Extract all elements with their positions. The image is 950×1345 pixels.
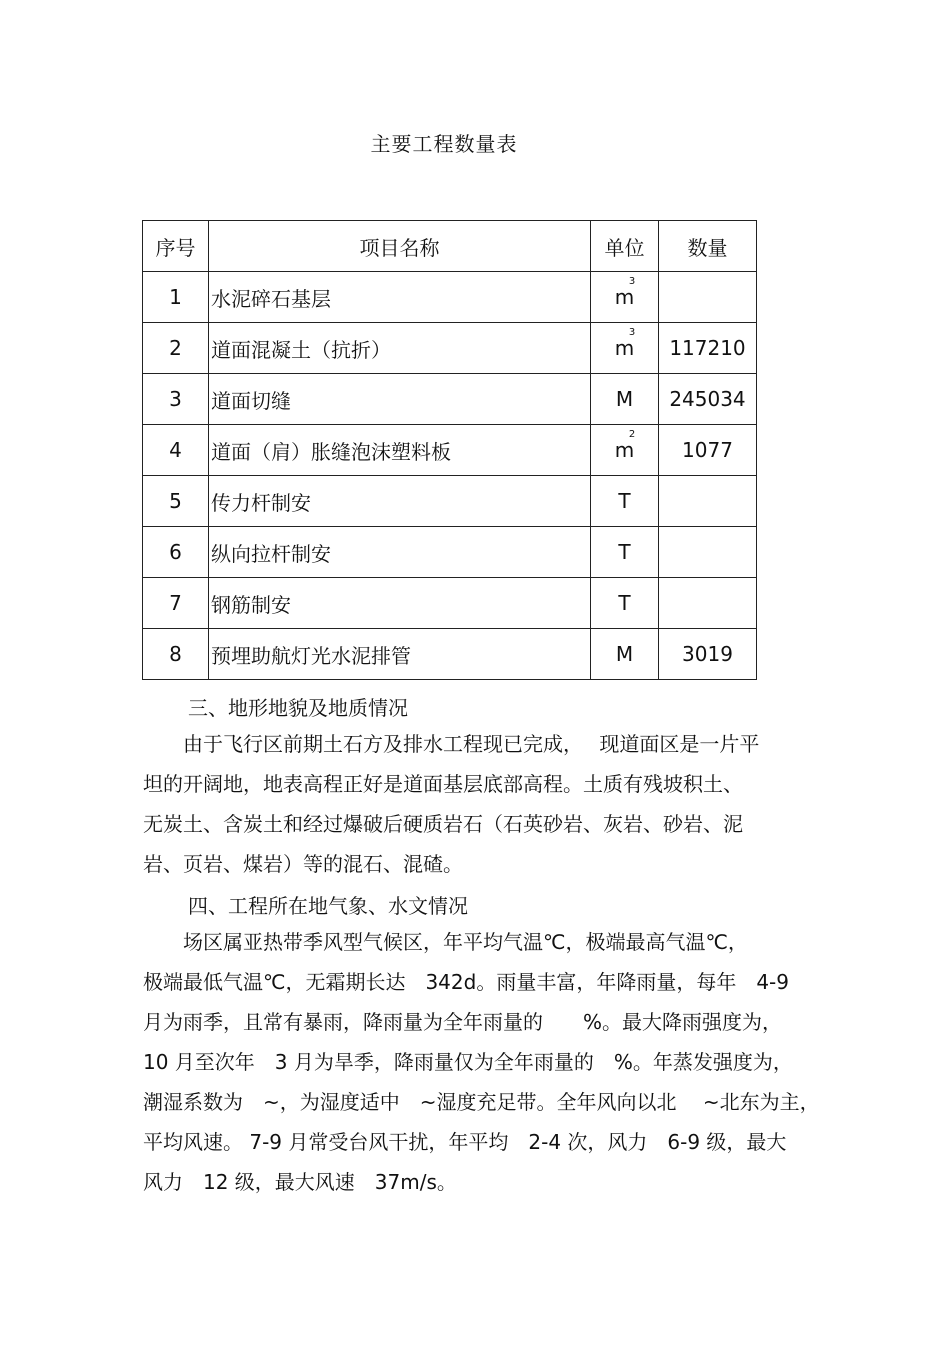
cell-unit [591,629,659,680]
cell-unit [591,425,659,476]
paragraph-line: 由于飞行区前期土石方及排水工程现已完成， 现道面区是一片平 [143,732,760,756]
cell-qty [659,527,757,578]
unit-text: m [614,336,635,360]
paragraph-line: 月为雨季，且常有暴雨，降雨量为全年雨量的 %。最大降雨强度为， [143,1010,783,1034]
unit-text: m [614,285,635,309]
cell-unit [591,476,659,527]
cell-qty [659,272,757,323]
paragraph-line: 平均风速。 7-9 月常受台风干扰，年平均 2-4 次，风力 6-9 级，最大 [143,1130,787,1154]
table-row [143,425,757,476]
cell-unit [591,323,659,374]
cell-name: 道面切缝 [209,374,591,425]
unit-text: m [614,438,635,462]
unit-text: T [618,540,631,564]
unit-text: T [618,591,631,615]
cell-unit [591,374,659,425]
cell-no: 7 [143,578,209,629]
quantity-table [142,220,757,680]
cell-name: 传力杆制安 [209,476,591,527]
paragraph-line: 无炭土、含炭土和经过爆破后硬质岩石（石英砂岩、灰岩、砂岩、泥 [143,812,743,836]
paragraph-line: 岩、页岩、煤岩）等的混石、混碴。 [143,852,463,876]
unit-text: T [618,489,631,513]
cell-qty: 3019 [659,629,757,680]
paragraph-line: 潮湿系数为 ~，为湿度适中 ~湿度充足带。全年风向以北 ~北东为主， [143,1090,820,1114]
table-row [143,272,757,323]
unit-sup: 3 [628,327,636,338]
cell-name: 水泥碎石基层 [209,272,591,323]
unit-text: M [615,387,634,411]
table-row [143,578,757,629]
cell-no: 8 [143,629,209,680]
table-row [143,374,757,425]
section4-heading: 四、工程所在地气象、水文情况 [188,894,468,918]
table-header-row [143,221,757,272]
header-no: 序号 [143,221,209,272]
cell-qty: 1077 [659,425,757,476]
paragraph-line: 风力 12 级，最大风速 37m/s。 [143,1170,457,1194]
unit-sup: 2 [628,429,636,440]
cell-no: 5 [143,476,209,527]
cell-qty [659,578,757,629]
cell-unit [591,578,659,629]
cell-name: 预埋助航灯光水泥排管 [209,629,591,680]
cell-unit [591,272,659,323]
table-row [143,323,757,374]
cell-name: 纵向拉杆制安 [209,527,591,578]
paragraph-line: 10 月至次年 3 月为旱季，降雨量仅为全年雨量的 %。年蒸发强度为， [143,1050,793,1074]
unit-sup: 3 [628,276,636,287]
cell-no: 3 [143,374,209,425]
section3-paragraph [143,724,813,884]
paragraph-line: 坦的开阔地，地表高程正好是道面基层底部高程。土质有残坡积土、 [143,772,743,796]
section3-heading: 三、地形地貌及地质情况 [188,696,408,720]
cell-qty [659,476,757,527]
table-row [143,629,757,680]
cell-name: 钢筋制安 [209,578,591,629]
paragraph-line: 场区属亚热带季风型气候区，年平均气温℃，极端最高气温℃， [143,930,748,954]
cell-name: 道面混凝土（抗折） [209,323,591,374]
cell-qty: 245034 [659,374,757,425]
table-row [143,476,757,527]
cell-no: 2 [143,323,209,374]
section4-paragraph [143,922,820,1202]
table-row [143,527,757,578]
cell-unit [591,527,659,578]
header-unit: 单位 [591,221,659,272]
header-name: 项目名称 [209,221,591,272]
cell-no: 1 [143,272,209,323]
cell-no: 4 [143,425,209,476]
paragraph-line: 极端最低气温℃，无霜期长达 342d。雨量丰富，年降雨量，每年 4-9 [143,970,789,994]
cell-no: 6 [143,527,209,578]
header-qty: 数量 [659,221,757,272]
page-title: 主要工程数量表 [370,132,518,156]
cell-qty: 117210 [659,323,757,374]
unit-text: M [615,642,634,666]
cell-name: 道面（肩）胀缝泡沫塑料板 [209,425,591,476]
